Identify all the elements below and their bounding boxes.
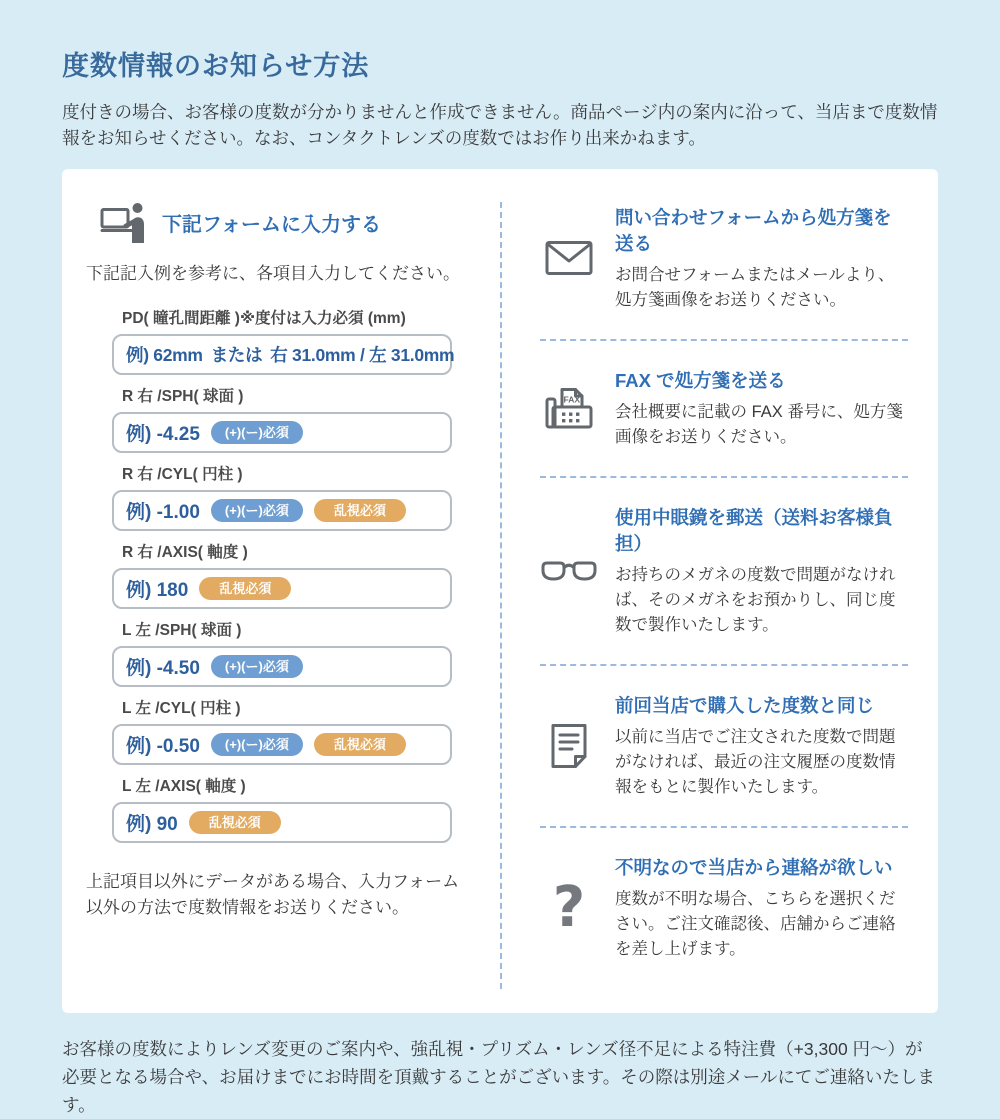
field-example-box	[112, 802, 452, 843]
field-label: L 左 /SPH( 球面 )	[122, 621, 242, 639]
form-column	[62, 202, 500, 989]
plus-minus-required-badge: (+)(ー)必須	[211, 499, 303, 522]
form-field-l-cyl	[112, 696, 474, 765]
example-value: 例) 62mm	[126, 344, 203, 365]
example-value: 例) -0.50	[126, 735, 200, 757]
method-title: 使用中眼鏡を郵送（送料お客様負担）	[615, 506, 893, 554]
field-example-box	[112, 646, 452, 687]
astigmatism-required-badge: 乱視必須	[314, 733, 406, 756]
form-instruction: 下記記入例を参考に、各項目入力してください。	[86, 263, 460, 283]
form-field-r-axis	[112, 540, 474, 609]
form-note: 上記項目以外にデータがある場合、入力フォーム以外の方法で度数情報をお送りください。	[86, 871, 460, 917]
method-title: 不明なので当店から連絡が欲しい	[615, 857, 893, 879]
footer-note: お客様の度数によりレンズ変更のご案内や、強乱視・プリズム・レンズ径不足による特注費（+3,300 円～）が必要となる場合や、お届けまでにお時間を頂戴することがございます。その際は別途メールにてご連絡いたします。	[62, 1038, 935, 1115]
field-example-box	[112, 490, 452, 531]
form-field-pd	[112, 306, 474, 375]
example-value: 例) 90	[126, 813, 178, 835]
methods-column	[500, 202, 938, 989]
example-value: 例) -1.00	[126, 501, 200, 523]
method-description: 以前に当店でご注文された度数で問題がなければ、最近の注文履歴の度数情報をもとに製作いたします。	[615, 728, 896, 797]
document-icon	[540, 723, 598, 769]
fax-icon	[540, 385, 598, 431]
form-field-r-cyl	[112, 462, 474, 531]
form-input-presenter-icon	[100, 202, 147, 243]
example-value: 例) -4.50	[126, 657, 200, 679]
method-description: お持ちのメガネの度数で問題がなければ、そのメガネをお預かりし、同じ度数で製作いたします。	[615, 565, 896, 634]
method-title: 前回当店で購入した度数と同じ	[615, 695, 875, 717]
method-mail-glasses	[540, 478, 908, 666]
field-label: PD( 瞳孔間距離 )※度付は入力必須 (mm)	[122, 309, 406, 327]
field-example-box	[112, 412, 452, 453]
fax-icon-label: FAX	[563, 394, 581, 405]
info-card	[62, 169, 938, 1013]
method-previous-order	[540, 666, 908, 828]
form-field-r-sph	[112, 384, 474, 453]
field-label: R 右 /SPH( 球面 )	[122, 387, 244, 405]
astigmatism-required-badge: 乱視必須	[189, 811, 281, 834]
field-example-box	[112, 724, 452, 765]
method-text	[615, 692, 908, 800]
method-text	[615, 854, 908, 962]
method-contact-form	[540, 204, 908, 341]
glasses-icon	[540, 559, 598, 583]
field-label: L 左 /CYL( 円柱 )	[122, 699, 241, 717]
page-title: 度数情報のお知らせ方法	[62, 51, 370, 81]
form-field-l-sph	[112, 618, 474, 687]
field-label: L 左 /AXIS( 軸度 )	[122, 777, 246, 795]
astigmatism-required-badge: 乱視必須	[199, 577, 291, 600]
plus-minus-required-badge: (+)(ー)必須	[211, 733, 303, 756]
field-example-box	[112, 568, 452, 609]
envelope-icon	[540, 240, 598, 276]
intro-text: 度付きの場合、お客様の度数が分かりませんと作成できません。商品ページ内の案内に沿って、当店まで度数情報をお知らせください。なお、コンタクトレンズの度数ではお作り出来かねます。	[62, 102, 938, 149]
field-label: R 右 /CYL( 円柱 )	[122, 465, 243, 483]
method-description: お問合せフォームまたはメールより、処方箋画像をお送りください。	[615, 265, 895, 309]
method-contact-me	[540, 828, 908, 988]
method-fax	[540, 341, 908, 478]
plus-minus-required-badge: (+)(ー)必須	[211, 421, 303, 444]
question-mark-glyph: ?	[552, 875, 586, 941]
fax-keypad-dots	[562, 413, 579, 423]
example-connector: または	[210, 344, 263, 365]
method-description: 度数が不明な場合、こちらを選択ください。ご注文確認後、店舗からご連絡を差し上げます。	[615, 890, 896, 959]
field-label: R 右 /AXIS( 軸度 )	[122, 543, 248, 561]
example-value-alt: 右 31.0mm / 左 31.0mm	[270, 344, 455, 365]
field-example-box	[112, 334, 455, 375]
method-text	[615, 367, 908, 450]
astigmatism-required-badge: 乱視必須	[314, 499, 406, 522]
method-text	[615, 504, 908, 638]
method-title: 問い合わせフォームから処方箋を送る	[615, 206, 892, 254]
form-fields	[112, 306, 474, 843]
form-header	[100, 202, 474, 243]
question-icon	[540, 875, 598, 941]
example-value: 例) 180	[126, 579, 189, 601]
method-text	[615, 204, 908, 313]
form-heading: 下記フォームに入力する	[162, 213, 381, 236]
method-title: FAX で処方箋を送る	[615, 369, 786, 391]
form-field-l-axis	[112, 774, 474, 843]
example-value: 例) -4.25	[126, 423, 200, 445]
plus-minus-required-badge: (+)(ー)必須	[211, 655, 303, 678]
method-description: 会社概要に記載の FAX 番号に、処方箋画像をお送りください。	[615, 402, 903, 446]
